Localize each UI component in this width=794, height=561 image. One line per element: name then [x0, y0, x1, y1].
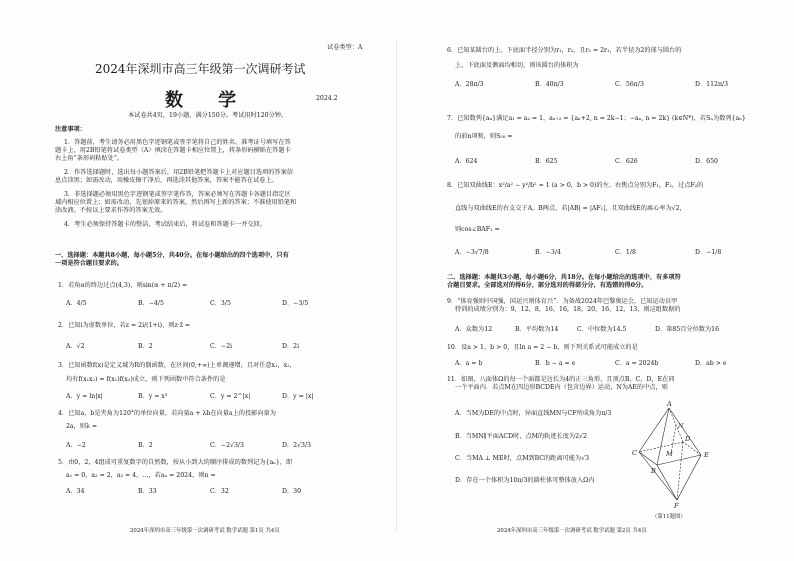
option-a: A．4/5: [66, 300, 87, 307]
option-d: D．2√3/3: [282, 442, 311, 449]
label-e: E: [704, 451, 709, 459]
label-c: C: [632, 449, 637, 457]
edge: [683, 442, 701, 455]
note-line: 息点涂黑；如需改动，用橡皮擦干净后，再选涂其他答案，答案不能答在试卷上。: [55, 177, 278, 184]
section1-line: 一项是符合题目要求的。: [55, 260, 124, 267]
edge: [657, 455, 701, 465]
notes-block: [55, 139, 296, 229]
exam-info: 本试卷共4页，19小题，满分150分。考试用时120分钟。: [128, 112, 288, 119]
option-b: B．b − a = e: [535, 360, 576, 367]
option-b: B．−4/5: [138, 300, 164, 307]
option-d: D．y = |x|: [282, 393, 314, 400]
exam-title: 2024年深圳市高三年级第一次调研考试: [95, 62, 306, 76]
option-d: D．30: [282, 488, 302, 495]
section2-heading: [447, 274, 681, 290]
question-2-stem: 2．已知i为虚数单位，若z = 2i/(1+i)，则z·z̄ =: [58, 322, 191, 329]
octahedron-figure: [619, 400, 719, 510]
note-line: 1．答题前，考生请务必用黑色字迹钢笔或签字笔将自己的姓名、准考证号填写在答: [64, 139, 291, 146]
option-c: C．−2i: [210, 343, 233, 350]
option-b: B．40π/3: [535, 81, 564, 88]
section1-line: 一、选择题：本题共8小题，每小题5分，共40分。在每小题给出的四个选项中，只有: [55, 252, 289, 259]
question-9-options: [455, 324, 755, 333]
right-page: [397, 0, 794, 561]
option-c: C．−2√3/3: [210, 442, 244, 449]
option-c: C．y = 2^|x|: [210, 393, 251, 400]
figure-caption: （第11题图）: [652, 514, 686, 520]
label-b: B: [651, 467, 656, 475]
option-a: A．√2: [66, 343, 85, 350]
question-8-options: [455, 247, 775, 256]
question-1-options: [66, 298, 354, 307]
option-a: A．−2: [66, 442, 86, 449]
exam-type: 试卷类型：A: [327, 44, 363, 51]
note-line: 3．非选择题必须用黑色字迹钢笔或签字笔作答，答案必须写在答题卡各题目指定区: [64, 191, 291, 198]
q9-line: 9．“体育强则中国强，国运兴则体育兴”．为备战2024年巴黎奥运会，已知运动员甲: [447, 298, 678, 305]
option-d: D．−1/8: [695, 249, 722, 256]
question-8-stem: 8．已知双曲线E：x²/a² − y²/b² = 1 (a > 0，b > 0)的左、右焦点分别为F₁，F₂，过点F₂的: [447, 182, 704, 189]
option-c: C．3/5: [210, 300, 231, 307]
section2-line: 二、选择题：本题共3小题，每小题6分，共18分。在每小题给出的选项中，有多项符: [447, 274, 681, 281]
option-c: C．a = 2024b: [615, 360, 659, 367]
option-a: A．y = ln|x|: [66, 393, 103, 400]
question-3-stem: 3．已知函数f(x)是定义域为R的偶函数，在区间(0,+∞)上单调递增，且对任意x₁，x₂，: [58, 362, 296, 369]
q11-option-b: B．当MN∥平面ACD时，点M的轨迹长度为2√2: [455, 433, 587, 440]
question-10-options: [455, 358, 775, 367]
q11-option-a: A．当M为DE的中点时，异面直线MN与CF所成角为π/3: [455, 410, 612, 417]
question-8-stem-cont2: 则cos∠BAF₁ =: [455, 226, 500, 233]
question-6-options: [455, 79, 775, 88]
edge: [639, 442, 683, 452]
question-5-stem-cont: a₁ = 0，a₂ = 2，a₃ = 4，…，若aₙ = 2024，则n =: [66, 472, 216, 479]
q9-line: 特训的成绩分别为：9，12，8，16，16，18，20，16，12，13，则这组数据的: [455, 306, 681, 313]
option-c: C．32: [210, 488, 229, 495]
page-footer: 2024年深圳市高三年级第一次调研考试 数学试题 第1页 共4页: [130, 528, 280, 534]
option-b: B．−3/4: [535, 249, 561, 256]
option-c: C．中位数为14.5: [577, 326, 627, 333]
section2-line: 合题目要求。全部选对的得6分，部分选对的得部分分，有选错的得0分。: [447, 282, 648, 289]
option-b: B．平均数为14: [515, 326, 559, 333]
question-5-stem: 5．由0，2，4组成可重复数字的自然数，按从小到大的顺序排成的数列记为{aₙ}，即: [58, 459, 293, 466]
question-7-options: [455, 156, 775, 165]
option-d: D．第85百分位数为16: [655, 326, 720, 333]
option-c: C．626: [615, 158, 638, 165]
question-4-stem-cont: 2a，则λ =: [66, 423, 98, 430]
question-7-stem-cont: 的前n项和，则S₅₀ =: [455, 133, 513, 140]
option-a: A．624: [455, 158, 478, 165]
label-f: F: [674, 502, 679, 510]
option-a: A．众数为12: [455, 326, 493, 333]
question-5-options: [66, 486, 354, 495]
label-m: M: [666, 450, 673, 458]
question-6-stem: 6．已知某圆台的上、下底面半径分别为r₁，r₂，且r₂ = 2r₁，若半径为2的球与圆台的: [447, 47, 682, 54]
option-b: B．2: [138, 343, 153, 350]
question-11-stem: [447, 376, 675, 392]
q11-option-c: C．当MA ⊥ ME时，点M到BC的距离可能为√3: [455, 455, 590, 462]
subject-title: 数 学: [165, 90, 239, 111]
question-10-stem: 10．设a > 1，b > 0，且ln a = 2 − b，则下列关系式可能成立的是: [447, 344, 638, 351]
edge: [677, 455, 701, 500]
question-3-stem-cont: 均有f(x₁x₂) = f(x₁)f(x₂)成立，则下列函数中符合条件的是: [66, 376, 226, 383]
q11-line: 一个平面内．若点M在四边形BCDE内（包含边界）运动，N为AE的中点，则: [455, 384, 668, 391]
edge: [657, 465, 677, 500]
option-b: B．2: [138, 442, 153, 449]
question-6-stem-cont: 上、下底面及侧面均相切，则该圆台的体积为: [455, 62, 579, 69]
note-line: 右上角“条形码粘贴处”。: [55, 155, 124, 162]
option-a: A．a = b: [455, 360, 483, 367]
q11-line: 11．如图，八面体Ω的每一个面都是边长为4的正三角形，且顶点B，C，D，E在同: [447, 376, 675, 383]
question-3-options: [66, 391, 354, 400]
question-8-stem-cont: 直线与双曲线E的右支交于A，B两点，若|AB| = |AF₁|，且双曲线E的离心率为√2，: [455, 205, 686, 212]
question-4-stem: 4．已知a，b是夹角为120°的单位向量，若向量a + λb在向量a上的投影向量为: [58, 410, 276, 417]
option-b: B．y = x³: [138, 393, 168, 400]
note-line: 域内相应位置上；如需改动，先划掉原来的答案，然后再写上新的答案；不准使用铅笔和: [55, 199, 297, 206]
option-d: D．ab > e: [695, 360, 727, 367]
option-b: B．625: [535, 158, 558, 165]
question-2-options: [66, 341, 354, 350]
question-4-options: [66, 440, 354, 449]
option-d: D．−3/5: [282, 300, 309, 307]
exam-date: 2024.2: [316, 95, 338, 102]
section1-heading: [55, 252, 289, 268]
question-1-stem: 1．若角α的终边过点(4,3)，则sin(α + π/2) =: [58, 282, 188, 289]
question-9-stem: [447, 298, 681, 314]
option-a: A．34: [66, 488, 85, 495]
option-c: C．1/8: [615, 249, 636, 256]
edge: [669, 408, 701, 455]
option-b: B．33: [138, 488, 157, 495]
label-d: D: [685, 435, 691, 443]
page-footer: 2024年深圳市高三年级第一次调研考试 数学试题 第2页 共4页: [497, 528, 647, 534]
edge: [677, 442, 683, 500]
label-n: N: [678, 422, 684, 430]
option-d: D．650: [695, 158, 718, 165]
label-a: A: [667, 400, 672, 408]
note-line: 涂改液。不按以上要求作答的答案无效。: [55, 207, 167, 214]
q11-option-d: D．存在一个体积为10π/3的圆柱体可整体放入Ω内: [455, 477, 595, 484]
option-d: D．112π/3: [695, 81, 729, 88]
question-7-stem: 7．已知数列{aₙ}满足a₁ = a₂ = 1，aₙ₊₂ = {aₙ+2, n = 2k−1；−aₙ, n = 2k} (k∈N*)，若Sₙ为数列{aₙ}: [447, 115, 746, 122]
option-d: D．2i: [282, 343, 300, 350]
note-line: 2．作答选择题时，选出每小题答案后，用2B铅笔把答题卡上对应题目选项的答案信: [64, 169, 293, 176]
option-a: A．−3√7/8: [455, 249, 489, 256]
option-a: A．28π/3: [455, 81, 484, 88]
note-line: 题卡上，用2B铅笔将试卷类型（A）填涂在答题卡相应位置上，将条形码横贴在答题卡: [55, 147, 291, 154]
option-c: C．56π/3: [615, 81, 644, 88]
notes-heading: 注意事项：: [55, 126, 86, 133]
note-line: 4．考生必须保持答题卡的整洁，考试结束后，将试卷和答题卡一并交回。: [64, 221, 266, 228]
